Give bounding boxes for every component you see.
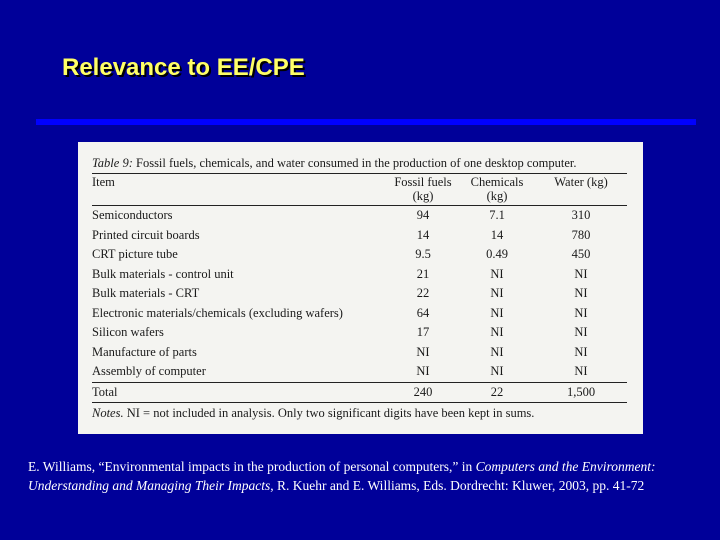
cell-water: NI [574, 286, 588, 300]
table-row [92, 304, 627, 324]
column-header-water: Water (kg) [535, 174, 627, 206]
citation-part-1: E. Williams, “Environmental impacts in the production of personal computers,” in [28, 459, 476, 474]
table-row [92, 245, 627, 265]
cell-water: NI [574, 266, 588, 281]
consumption-table [92, 174, 627, 403]
table-row [92, 226, 627, 246]
table-image-panel [78, 142, 643, 434]
cell-water: 310 [571, 208, 591, 222]
cell-fossil-fuels: 14 [416, 227, 430, 242]
cell-item: Electronic materials/chemicals (excluding wafers) [92, 305, 343, 320]
table-notes-text: NI = not included in analysis. Only two significant digits have been kept in sums. [123, 406, 535, 420]
title-divider [36, 119, 696, 125]
cell-fossil-fuels: 21 [416, 266, 430, 281]
cell-fossil-fuels: 9.5 [415, 247, 431, 261]
cell-chemicals: NI [490, 305, 504, 320]
cell-chemicals: NI [490, 266, 504, 281]
table-caption-text: Fossil fuels, chemicals, and water consumed in the production of one desktop computer. [132, 156, 577, 170]
table-row [92, 284, 627, 304]
cell-fossil-fuels: NI [416, 364, 430, 378]
column-header-chemicals: Chemicals (kg) [459, 174, 535, 206]
cell-item: Bulk materials - CRT [92, 286, 200, 300]
cell-water: NI [574, 344, 588, 359]
total-cell-water: 1,500 [535, 382, 627, 403]
table-total-row [92, 382, 627, 403]
citation-book-title: Computers and the Environment: Understanding and Managing Their Impacts [28, 459, 656, 493]
cell-fossil-fuels: 64 [416, 305, 430, 320]
cell-chemicals: 7.1 [489, 208, 505, 222]
slide-title: Relevance to EE/CPE [62, 54, 305, 81]
cell-item: Bulk materials - control unit [92, 266, 234, 281]
cell-water: 780 [571, 227, 591, 242]
table-row [92, 206, 627, 226]
cell-fossil-fuels: 17 [416, 325, 430, 339]
cell-item: Silicon wafers [92, 325, 164, 339]
table-notes-label: Notes. [92, 406, 124, 420]
column-header-item: Item [92, 174, 387, 206]
cell-chemicals: NI [490, 286, 504, 300]
table-row [92, 343, 627, 363]
cell-item: Printed circuit boards [92, 227, 200, 242]
cell-fossil-fuels: 22 [416, 286, 430, 300]
table-header-row [92, 174, 627, 206]
cell-chemicals: 0.49 [486, 247, 508, 261]
table-caption-label: Table 9: [92, 156, 133, 170]
table-caption [92, 156, 627, 174]
table-row [92, 362, 627, 382]
total-cell-fossil-fuels: 240 [387, 382, 459, 403]
total-label: Total [92, 382, 387, 403]
citation-part-2: , R. Kuehr and E. Williams, Eds. Dordrecht: Kluwer, 2003, pp. 41-72 [270, 478, 645, 493]
total-cell-chemicals: 22 [459, 382, 535, 403]
cell-chemicals: 14 [490, 227, 504, 242]
table-row [92, 265, 627, 285]
cell-item: Assembly of computer [92, 364, 206, 378]
cell-fossil-fuels: NI [416, 344, 430, 359]
cell-item: CRT picture tube [92, 247, 178, 261]
cell-item: Semiconductors [92, 208, 173, 222]
cell-water: NI [574, 325, 588, 339]
cell-water: NI [574, 364, 588, 378]
cell-fossil-fuels: 94 [416, 208, 430, 222]
cell-chemicals: NI [490, 364, 504, 378]
cell-chemicals: NI [490, 344, 504, 359]
column-header-fossil-fuels: Fossil fuels (kg) [387, 174, 459, 206]
table-notes [92, 405, 627, 421]
cell-water: 450 [571, 247, 591, 261]
cell-item: Manufacture of parts [92, 344, 197, 359]
cell-water: NI [574, 305, 588, 320]
source-citation [28, 457, 698, 495]
table-row [92, 323, 627, 343]
cell-chemicals: NI [490, 325, 504, 339]
